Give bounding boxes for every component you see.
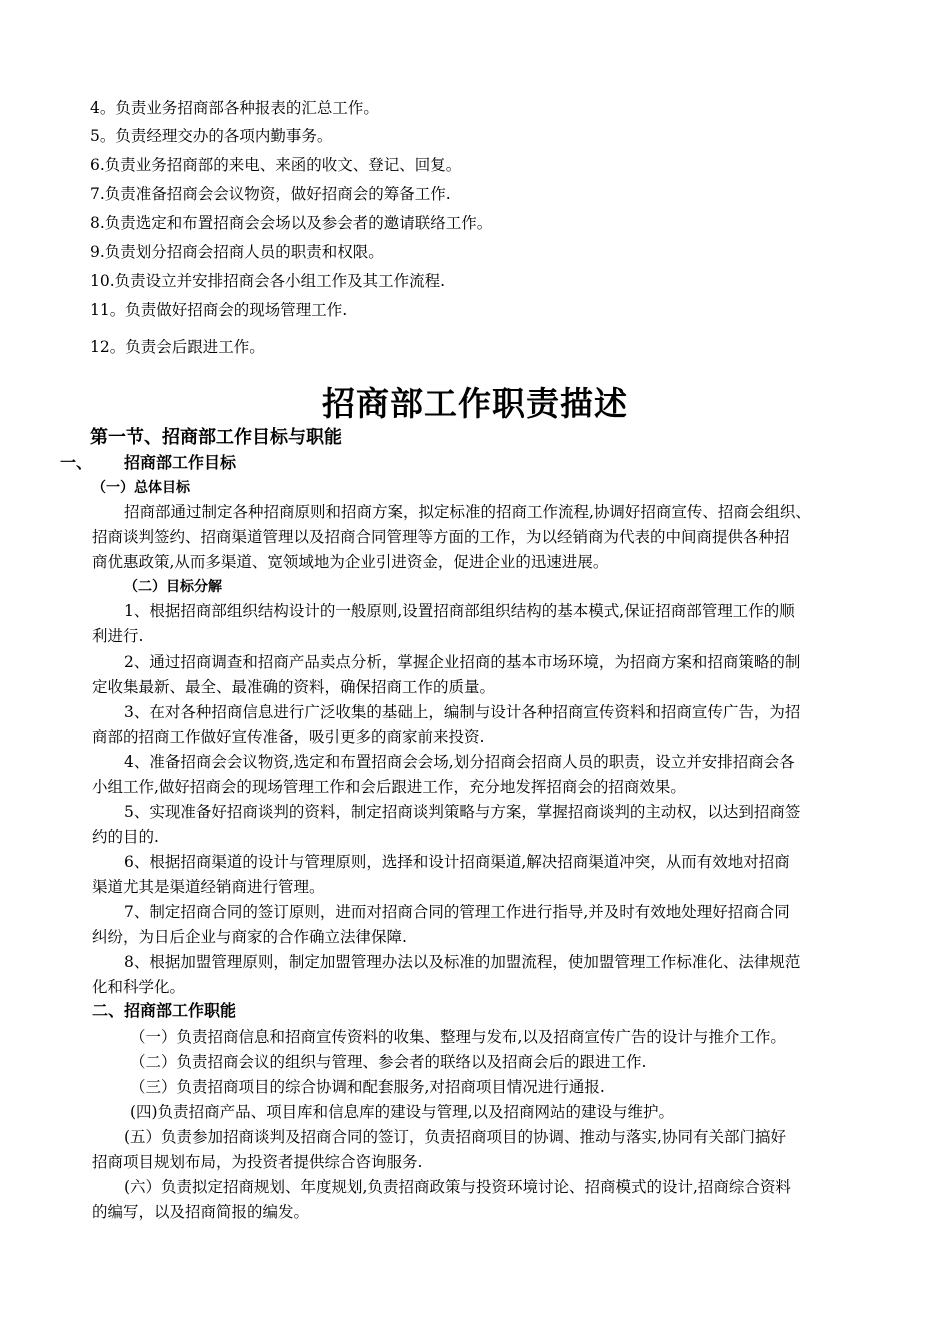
subsection-heading: （一）总体目标 xyxy=(92,480,190,496)
paragraph-line: 1、根据招商部组织结构设计的一般原则,设置招商部组织结构的基本模式,保证招商部管理工作的顺 xyxy=(124,602,795,620)
paragraph-line: 小组工作,做好招商会的现场管理工作和会后跟进工作，充分地发挥招商会的招商效果。 xyxy=(92,778,686,796)
paragraph-line: 4、准备招商会会议物资,选定和布置招商会会场,划分招商会招商人员的职责，设立并安排招商会各 xyxy=(124,753,795,771)
list-item: 10.负责设立并安排招商会各小组工作及其工作流程. xyxy=(90,272,446,290)
paragraph-line: 招商谈判签约、招商渠道管理以及招商合同管理等方面的工作，为以经销商为代表的中间商提供各种招 xyxy=(92,528,790,546)
part-heading: 二、招商部工作职能 xyxy=(92,1001,237,1020)
paragraph-line: 6、根据招商渠道的设计与管理原则，选择和设计招商渠道,解决招商渠道冲突，从而有效地对招商 xyxy=(124,853,790,871)
list-item: 11。负责做好招商会的现场管理工作. xyxy=(90,301,348,319)
paragraph-line: 的编写，以及招商简报的编发。 xyxy=(92,1203,310,1221)
section-heading: 第一节、招商部工作目标与职能 xyxy=(90,427,342,448)
paragraph-line: 7、制定招商合同的签订原则，进而对招商合同的管理工作进行指导,并及时有效地处理好招商合同 xyxy=(124,903,790,921)
paragraph-line: （一）负责招商信息和招商宣传资料的收集、整理与发布,以及招商宣传广告的设计与推介工作。 xyxy=(130,1028,786,1046)
paragraph-line: 渠道尤其是渠道经销商进行管理。 xyxy=(92,878,325,896)
paragraph-line: 约的目的. xyxy=(92,828,159,846)
paragraph-line: 2、通过招商调查和招商产品卖点分析，掌握企业招商的基本市场环境，为招商方案和招商策略的制 xyxy=(124,653,801,671)
paragraph-line: 定收集最新、最全、最准确的资料，确保招商工作的质量。 xyxy=(92,678,496,696)
paragraph-line: 招商部通过制定各种招商原则和招商方案，拟定标准的招商工作流程,协调好招商宣传、招商会组织、 xyxy=(124,503,811,521)
paragraph-line: (六）负责拟定招商规划、年度规划,负责招商政策与投资环境讨论、招商模式的设计,招商综合资料 xyxy=(124,1178,791,1196)
paragraph-line: (五）负责参加招商谈判及招商合同的签订，负责招商项目的协调、推动与落实,协同有关部门搞好 xyxy=(124,1128,786,1146)
paragraph-line: 8、根据加盟管理原则，制定加盟管理办法以及标准的加盟流程，使加盟管理工作标准化、法律规范 xyxy=(124,953,801,971)
list-item: 8.负责选定和布置招商会会场以及参会者的邀请联络工作。 xyxy=(90,214,493,232)
paragraph-line: 5、实现准备好招商谈判的资料，制定招商谈判策略与方案，掌握招商谈判的主动权，以达到招商签 xyxy=(124,803,801,821)
list-item: 12。负责会后跟进工作。 xyxy=(90,338,265,356)
paragraph-line: (四)负责招商产品、项目库和信息库的建设与管理,以及招商网站的建设与维护。 xyxy=(130,1103,675,1121)
list-item: 9.负责划分招商会招商人员的职责和权限。 xyxy=(90,243,384,261)
paragraph-line: 利进行. xyxy=(92,627,144,645)
part-number: 一、 xyxy=(60,453,93,472)
page-title: 招商部工作职责描述 xyxy=(322,384,628,423)
part-heading: 招商部工作目标 xyxy=(124,453,237,472)
list-item: 7.负责准备招商会会议物资，做好招商会的筹备工作. xyxy=(90,185,451,203)
list-item: 5。负责经理交办的各项内勤事务。 xyxy=(90,127,333,145)
paragraph-line: 纠纷，为日后企业与商家的合作确立法律保障. xyxy=(92,928,407,946)
paragraph-line: 招商项目规划布局，为投资者提供综合咨询服务. xyxy=(92,1153,423,1171)
subsection-heading: （二）目标分解 xyxy=(124,579,222,595)
list-item: 4。负责业务招商部各种报表的汇总工作。 xyxy=(90,99,379,117)
paragraph-line: （三）负责招商项目的综合协调和配套服务,对招商项目情况进行通报. xyxy=(130,1078,605,1096)
paragraph-line: 化和科学化。 xyxy=(92,978,186,996)
paragraph-line: 3、在对各种招商信息进行广泛收集的基础上，编制与设计各种招商宣传资料和招商宣传广告，为招 xyxy=(124,703,801,721)
list-item: 6.负责业务招商部的来电、来函的收文、登记、回复。 xyxy=(90,156,462,174)
paragraph-line: （二）负责招商会议的组织与管理、参会者的联络以及招商会后的跟进工作. xyxy=(130,1053,647,1071)
paragraph-line: 商部的招商工作做好宣传准备，吸引更多的商家前来投资. xyxy=(92,728,485,746)
paragraph-line: 商优惠政策,从而多渠道、宽领域地为企业引进资金，促进企业的迅速进展。 xyxy=(92,553,609,571)
